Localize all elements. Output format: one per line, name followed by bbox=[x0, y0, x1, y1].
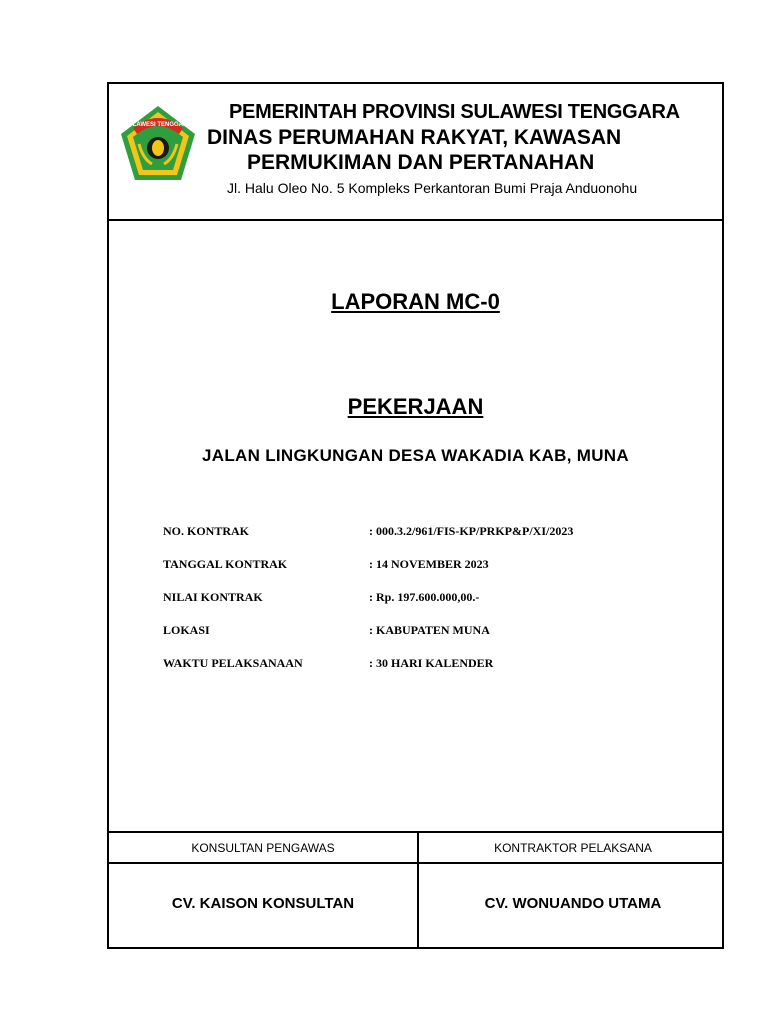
report-title: LAPORAN MC-0 bbox=[331, 289, 500, 314]
header-address: Jl. Halu Oleo No. 5 Kompleks Perkantoran Bumi Praja Anduonohu bbox=[227, 180, 638, 196]
info-label: NO. KONTRAK bbox=[163, 524, 250, 538]
info-label: LOKASI bbox=[163, 623, 210, 637]
info-label: WAKTU PELAKSANAAN bbox=[163, 656, 303, 670]
header-line-2: DINAS PERUMAHAN RAKYAT, KAWASAN bbox=[207, 126, 622, 149]
info-value: : 30 HARI KALENDER bbox=[369, 656, 494, 670]
header-line-1: PEMERINTAH PROVINSI SULAWESI TENGGARA bbox=[229, 101, 680, 123]
info-value: : 000.3.2/961/FIS-KP/PRKP&P/XI/2023 bbox=[369, 524, 574, 538]
info-value: : 14 NOVEMBER 2023 bbox=[369, 557, 489, 571]
work-name: JALAN LINGKUNGAN DESA WAKADIA KAB, MUNA bbox=[202, 446, 629, 465]
logo-text: SULAWESI TENGGARA bbox=[124, 122, 192, 128]
document-frame bbox=[107, 82, 724, 949]
consultant-name: CV. KAISON KONSULTAN bbox=[171, 895, 355, 912]
info-value: : Rp. 197.600.000,00.- bbox=[369, 590, 480, 604]
row-divider bbox=[109, 862, 722, 864]
contractor-role: KONTRAKTOR PELAKSANA bbox=[494, 841, 652, 855]
letterhead bbox=[109, 84, 722, 221]
info-label: TANGGAL KONTRAK bbox=[163, 557, 288, 571]
header-line-3: PERMUKIMAN DAN PERTANAHAN bbox=[247, 151, 595, 174]
signature-table bbox=[109, 831, 722, 947]
work-label: PEKERJAAN bbox=[347, 394, 484, 419]
province-emblem-icon bbox=[119, 104, 197, 184]
consultant-role: KONSULTAN PENGAWAS bbox=[191, 841, 335, 855]
info-label: NILAI KONTRAK bbox=[163, 590, 263, 604]
contractor-name: CV. WONUANDO UTAMA bbox=[484, 895, 662, 912]
info-value: : KABUPATEN MUNA bbox=[369, 623, 490, 637]
